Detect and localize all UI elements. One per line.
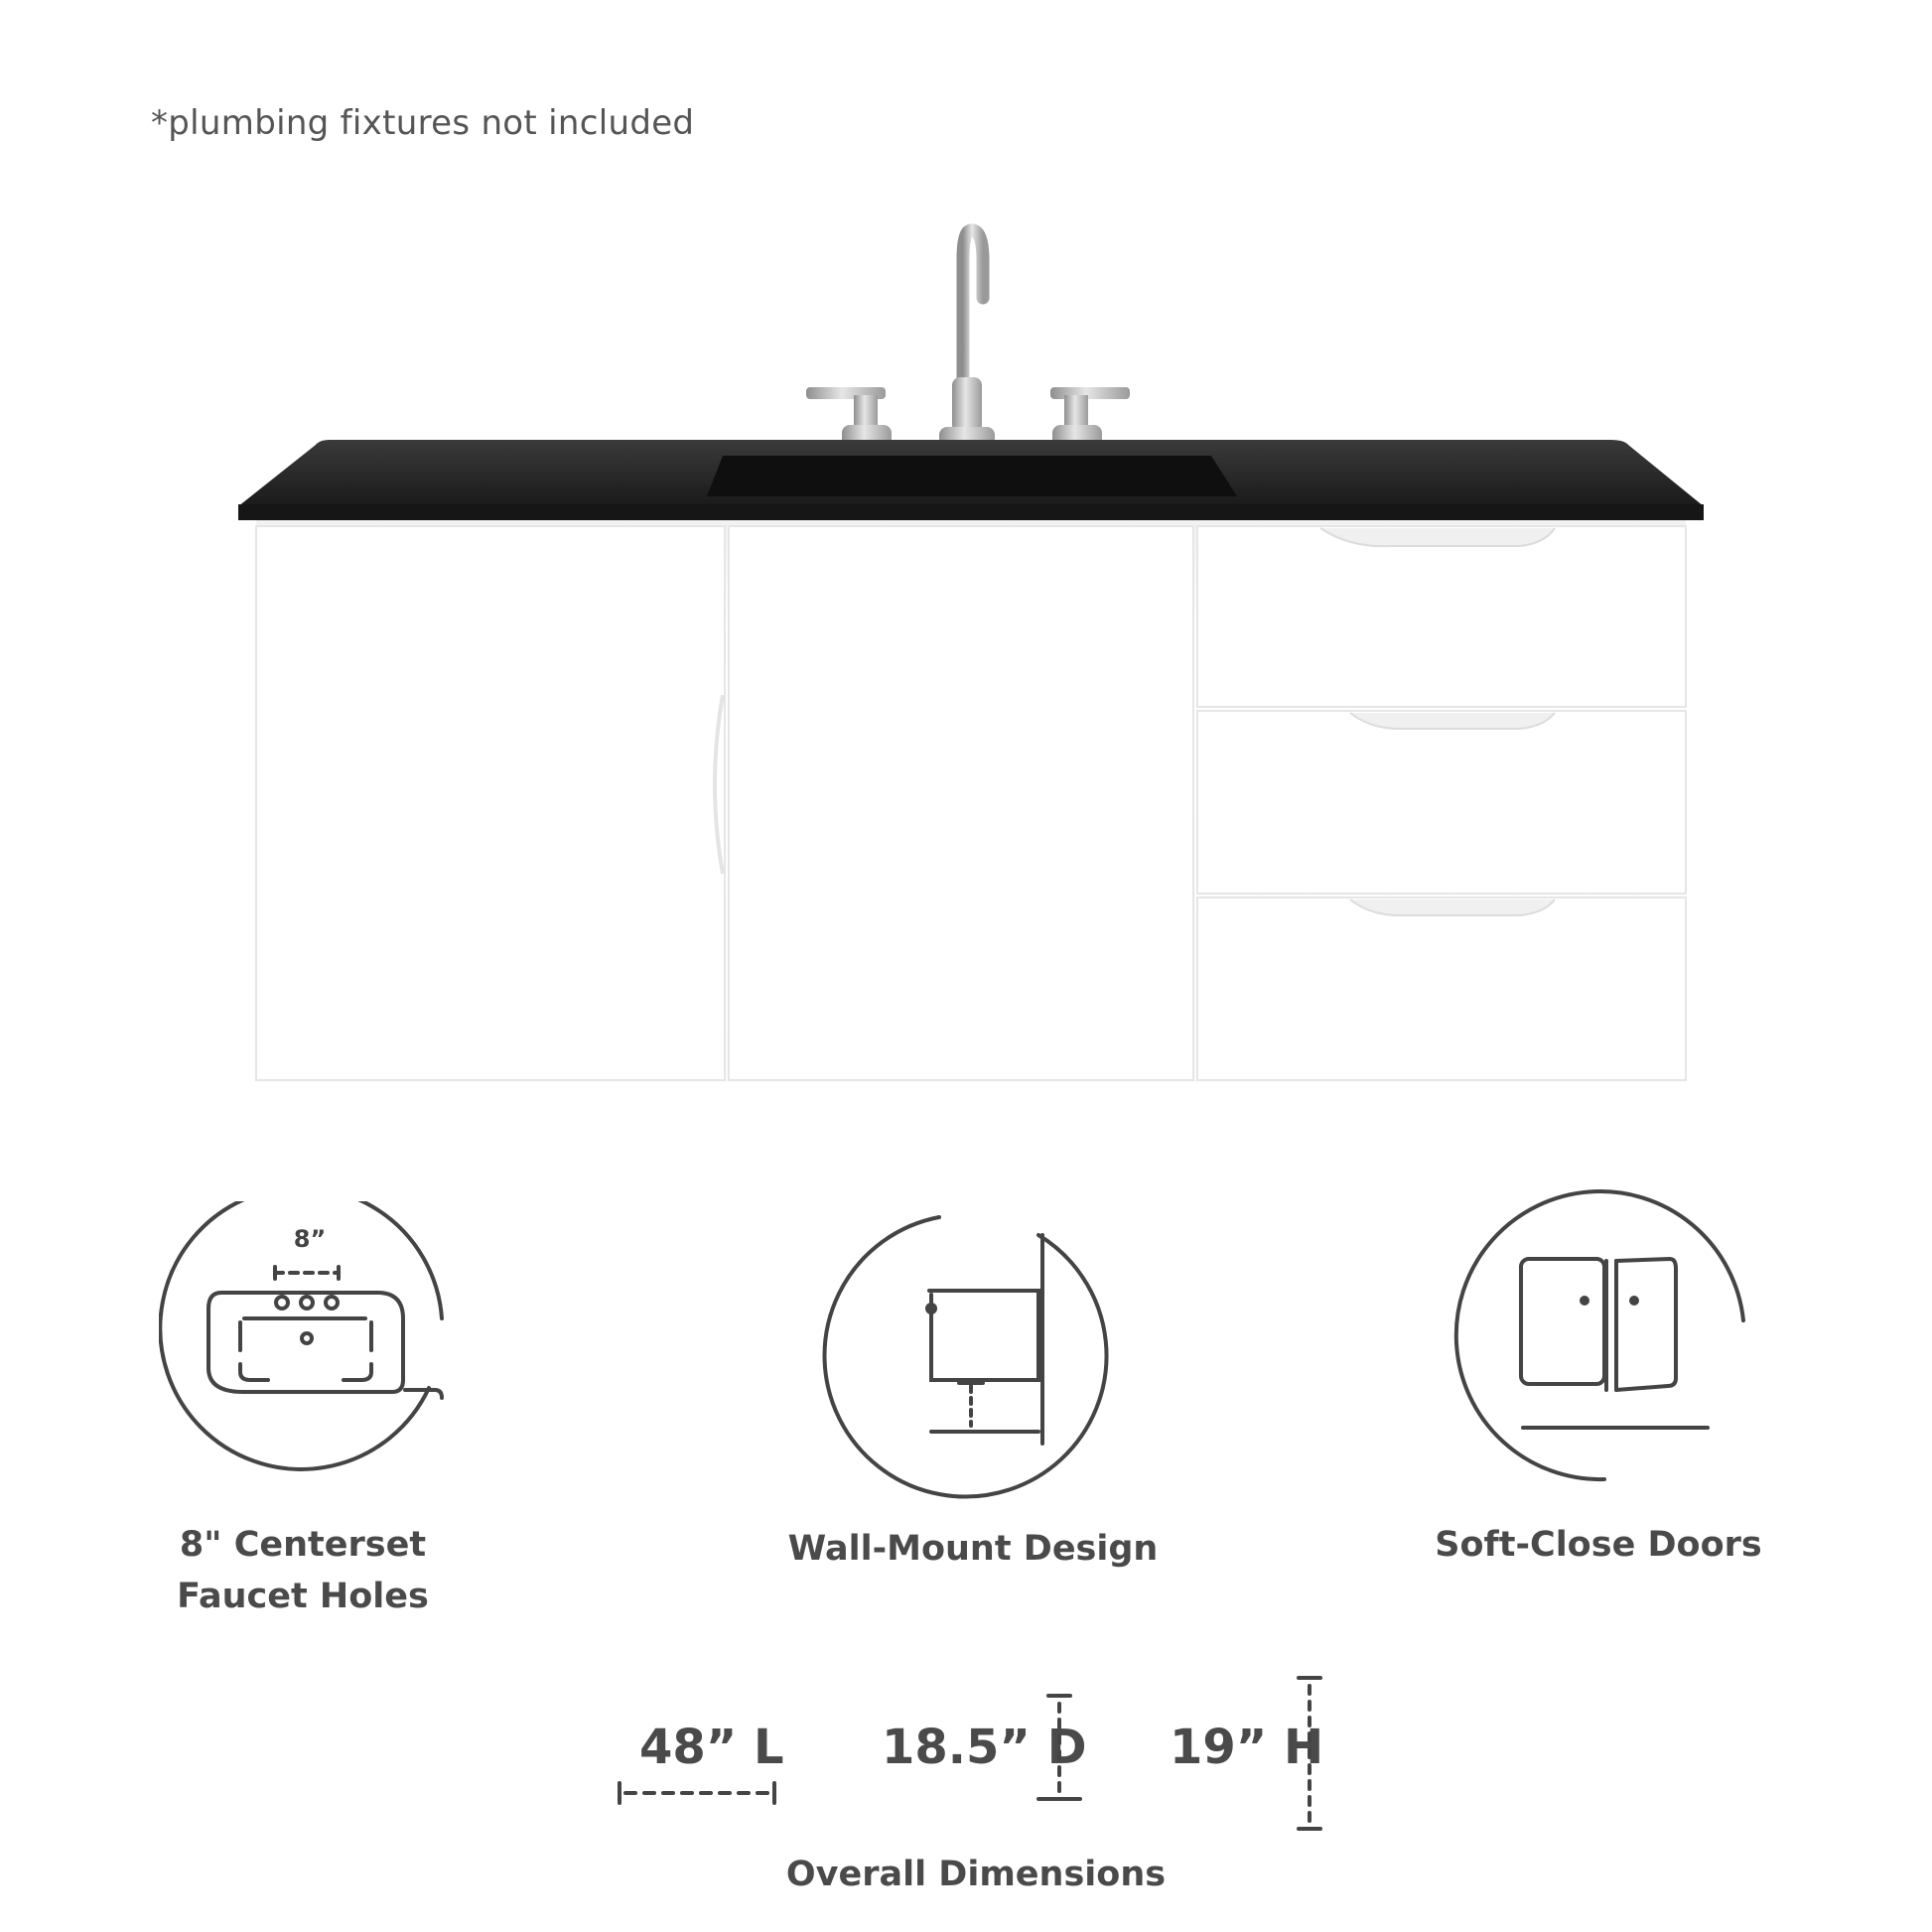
plumbing-note: *plumbing fixtures not included [151, 103, 695, 143]
dimension-height: 19” H [1170, 1720, 1324, 1775]
feature-label-faucet-holes-line2: Faucet Holes [177, 1577, 429, 1616]
dimension-length: 48” L [639, 1720, 784, 1775]
overall-dimensions-title: Overall Dimensions [785, 1855, 1167, 1894]
dimension-depth: 18.5” D [882, 1720, 1087, 1775]
feature-label-soft-close: Soft-Close Doors [1435, 1525, 1762, 1565]
faucet-holes-icon-text: 8” [293, 1225, 327, 1253]
feature-label-wall-mount: Wall-Mount Design [787, 1529, 1159, 1569]
feature-label-faucet-holes-line1: 8" Centerset [179, 1525, 427, 1565]
